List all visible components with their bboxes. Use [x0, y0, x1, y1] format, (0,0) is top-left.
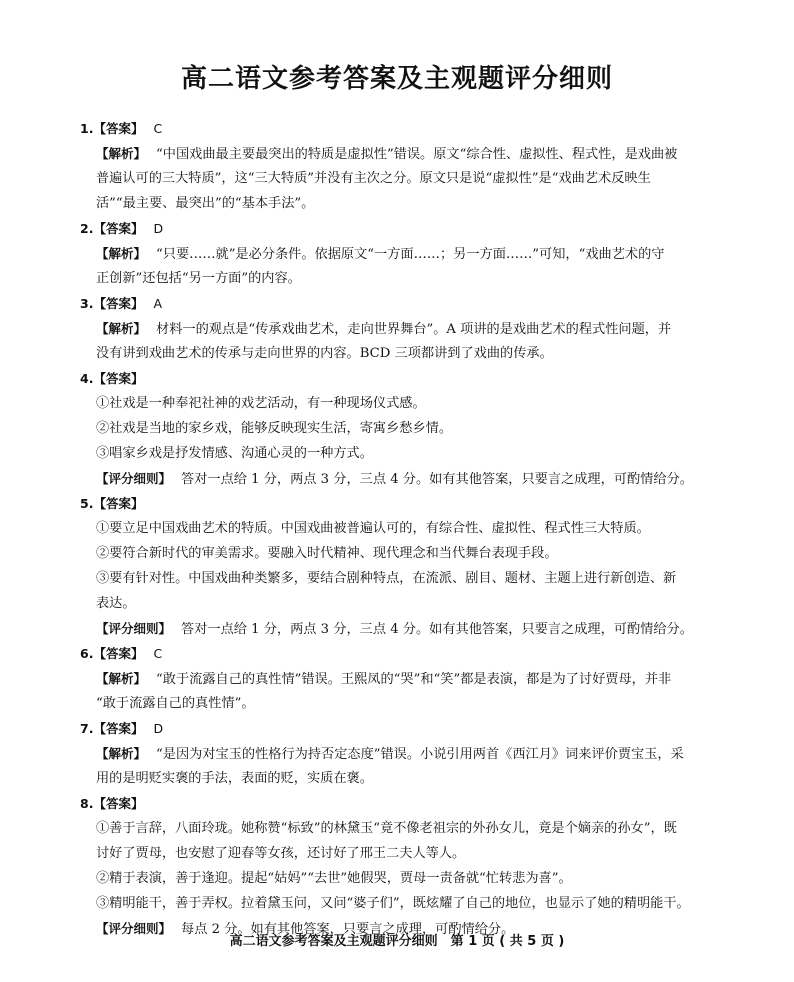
analysis-text: 材料一的观点是“传承戏曲艺术，走向世界舞台”。A 项讲的是戏曲艺术的程式性问题，并: [156, 322, 672, 337]
answer-label: 【答案】: [93, 721, 144, 736]
answer-label: 【答案】: [93, 496, 144, 511]
question-number: 1.: [80, 121, 94, 136]
analysis-label: 【解析】: [96, 321, 147, 336]
page-title: 高二语文参考答案及主观题评分细则: [180, 64, 613, 94]
answer-choice: C: [153, 646, 163, 661]
scoring-text: 每点 2 分。如有其他答案，只要言之成理，可酌情给分。: [181, 922, 515, 937]
question-number: 4.: [80, 371, 94, 386]
q7-analysis-line: 用的是明贬实褒的手法，表面的贬，实质在褒。: [96, 771, 373, 786]
question-number: 2.: [80, 221, 94, 236]
q6-analysis-line: “敢于流露自己的真性情”。: [96, 696, 255, 711]
analysis-text: “只要……就”是必分条件。依据原文“一方面……；另一方面……”可知，“戏曲艺术的守: [156, 247, 665, 262]
scoring-label: 【评分细则】: [96, 621, 172, 636]
q1-analysis-line: 活”“最主要、最突出”的“基本手法”。: [96, 196, 315, 211]
q8-point: ②精于表演，善于逢迎。提起“姑妈”“去世”她假哭，贾母一责备就“忙转悲为喜”。: [96, 871, 572, 886]
answer-label: 【答案】: [93, 646, 144, 661]
q5-point: ②要符合新时代的审美需求。要融入时代精神、现代理念和当代舞台表现手段。: [96, 546, 558, 561]
analysis-text: “敢于流露自己的真性情”错误。王熙凤的“哭”和“笑”都是表演，都是为了讨好贾母，并非: [156, 672, 672, 687]
q8-point: 讨好了贾母，也安慰了迎春等女孩，还讨好了邢王二夫人等人。: [96, 846, 466, 861]
analysis-label: 【解析】: [96, 146, 147, 161]
answer-choice: D: [153, 221, 164, 236]
q7-answer-line: [80, 716, 720, 741]
q1-analysis-line: [80, 141, 720, 166]
analysis-label: 【解析】: [96, 746, 147, 761]
q5-point: ①要立足中国戏曲艺术的特质。中国戏曲被普遍认可的，有综合性、虚拟性、程式性三大特质。: [96, 521, 650, 536]
q5-scoring-line: [80, 616, 720, 641]
q7-analysis-line: [80, 741, 720, 766]
answer-label: 【答案】: [93, 371, 144, 386]
scoring-text: 答对一点给 1 分，两点 3 分，三点 4 分。如有其他答案，只要言之成理，可酌情给分。: [181, 472, 693, 487]
answer-label: 【答案】: [93, 121, 144, 136]
scoring-text: 答对一点给 1 分，两点 3 分，三点 4 分。如有其他答案，只要言之成理，可酌情给分。: [181, 622, 693, 637]
q5-answer-line: [80, 491, 720, 516]
q4-point: ②社戏是当地的家乡戏，能够反映现实生活，寄寓乡愁乡情。: [96, 421, 453, 436]
q4-point: ①社戏是一种奉祀社神的戏艺活动，有一种现场仪式感。: [96, 396, 426, 411]
q1-analysis-line: 普遍认可的三大特质”，这“三大特质”并没有主次之分。原文只是说“虚拟性”是“戏曲艺术反映生: [96, 171, 651, 186]
q8-point: ③精明能干，善于弄权。拉着黛玉问，又问“婆子们”，既炫耀了自己的地位，也显示了她的精明能干。: [96, 896, 690, 911]
q4-scoring-line: [80, 466, 720, 491]
analysis-text: “是因为对宝玉的性格行为持否定态度”错误。小说引用两首《西江月》词来评价贾宝玉，采: [156, 747, 684, 762]
q3-analysis-line: 没有讲到戏曲艺术的传承与走向世界的内容。BCD 三项都讲到了戏曲的传承。: [96, 346, 553, 361]
analysis-label: 【解析】: [96, 246, 147, 261]
q3-analysis-line: [80, 316, 720, 341]
q8-answer-line: [80, 791, 720, 816]
scoring-label: 【评分细则】: [96, 921, 172, 936]
question-number: 8.: [80, 796, 94, 811]
q4-answer-line: [80, 366, 720, 391]
q2-analysis-line: 正创新”还包括“另一方面”的内容。: [96, 271, 301, 286]
answer-label: 【答案】: [93, 796, 144, 811]
analysis-label: 【解析】: [96, 671, 147, 686]
answer-label: 【答案】: [93, 221, 144, 236]
question-number: 7.: [80, 721, 94, 736]
q6-answer-line: [80, 641, 720, 666]
q2-answer-line: [80, 216, 720, 241]
question-number: 3.: [80, 296, 94, 311]
q6-analysis-line: [80, 666, 720, 691]
answer-choice: A: [153, 296, 163, 311]
analysis-text: “中国戏曲最主要最突出的特质是虚拟性”错误。原文“综合性、虚拟性、程式性，是戏曲被: [156, 147, 678, 162]
answer-label: 【答案】: [93, 296, 144, 311]
q5-point: 表达。: [96, 596, 136, 611]
q1-answer-line: [80, 116, 720, 141]
question-number: 5.: [80, 496, 94, 511]
answer-content: [80, 116, 720, 941]
q3-answer-line: [80, 291, 720, 316]
answer-choice: D: [153, 721, 164, 736]
q8-point: ①善于言辞，八面玲珑。她称赞“标致”的林黛玉“竟不像老祖宗的外孙女儿，竟是个嫡亲的孙女”，既: [96, 821, 677, 836]
scoring-label: 【评分细则】: [96, 471, 172, 486]
question-number: 6.: [80, 646, 94, 661]
q5-point: ③要有针对性。中国戏曲种类繁多，要结合剧种特点，在流派、剧目、题材、主题上进行新创造、新: [96, 571, 677, 586]
page-footer: 高二语文参考答案及主观题评分细则 第 1 页 ( 共 5 页 ): [229, 934, 565, 949]
q4-point: ③唱家乡戏是抒发情感、沟通心灵的一种方式。: [96, 446, 373, 461]
q2-analysis-line: [80, 241, 720, 266]
answer-choice: C: [153, 121, 163, 136]
